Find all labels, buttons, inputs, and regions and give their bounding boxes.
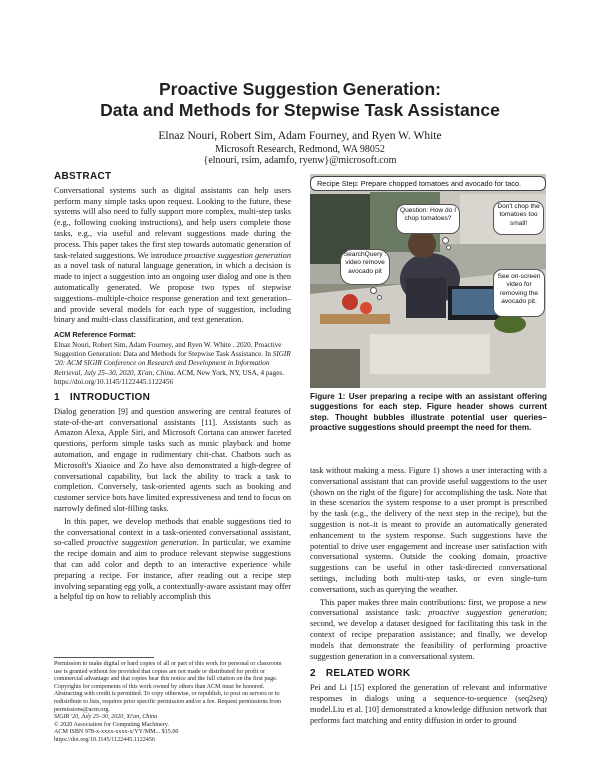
permission-block [54, 661, 291, 745]
affiliation-email: {elnouri, rsim, adamfo, ryenw}@microsoft.com [203, 155, 397, 166]
paper-title-line-1: Proactive Suggestion Generation: [159, 79, 441, 99]
intro-heading: 1 INTRODUCTION [54, 391, 151, 403]
bubble-dot [377, 295, 382, 300]
bubble-search-query: SearchQuery : video remove avocado pit [340, 249, 390, 285]
bubble-dot [370, 287, 377, 294]
abstract-heading: ABSTRACT [54, 171, 112, 182]
intro-paragraph-2: In this paper, we develop methods that enable suggestions tied to the conversational context in a task-oriented conversational assistant, so-called proactive suggestion generation. In particular, we examine the recipe domain and aim to produce relevant stepwise suggestions that can add color and depth to an interactive experience while preparing a recipe. For instance, after reading out a recipe step involving separating egg yolk, a contextually-aware assistant may offer a helpful tip on how to reliably accomplish this [54, 516, 291, 602]
bubble-dont-chop: Don't chop the tomatoes too small! [493, 201, 544, 235]
figure-caption: Figure 1: User preparing a recipe with an assistant offering suggestions for each step. Figure header shows current step. Thought bubbles illustrate potential user queries–proactive suggestions should preempt the need for them. [310, 392, 547, 433]
bubble-question: Question: How do I chop tomatoes? [396, 204, 460, 234]
abstract-text: Conversational systems such as digital assistants can help users perform many simple tasks upon request. Looking to the future, these systems will also need to fully support more complex, multi-step tasks (e.g., following cooking instructions), and help users complete those tasks, e.g., via useful and relevant suggestions made during the process. This paper takes the first step towards automatic generation of task-related suggestions. We introduce proactive suggestion generation as a novel task of natural language generation, in which a decision is made to inject a suggestion into an ongoing user dialog and one is then automatically generated. We propose two types of stepwise suggestions–multiple-choice response generation and text generation–and provide several models for each type of suggestion, including binary and multi-class classification, and text generation. [54, 185, 291, 325]
intro-paragraph-1: Dialog generation [9] and question answering are central features of state-of-the-art conversational assistants [11]. Assistants such as Amazon Alexa, Apple Siri, and Microsoft Cortana can answer faceted questions, perform simple tasks such as music playback and home automation, and engage in rudimentary chit-chat. Chatbots such as Microsoft's Xiaoice and Zo have also demonstrated a high-degree of conversational capability, but lack the ability to track a task to completion. Conversely, task-oriented agents such as booking and customer service bots have limited expressiveness and tend to focus on narrowly defined slot-filling tasks. [54, 406, 291, 513]
related-work-heading: 2 RELATED WORK [310, 668, 411, 680]
authors: Elnaz Nouri, Robert Sim, Adam Fourney, and Ryen W. White [158, 130, 442, 142]
right-paragraph-1: task without making a mess. Figure 1) shows a user interacting with a conversational assistant that can provide useful suggestions to the user (shown on the right of the figure) for accomplishing the task. Note that in these scenarios the system response to a user prompt is prescribed by the task (e.g., the delivery of the next step in the recipe), but the suggestion is not–it is meant to provide an automatically generated enhancement to the system response. Such suggestions have the potential to drive user engagement and increase user satisfaction with conversational systems. Outside the cooking domain, proactive suggestions can be useful in other task-directed conversational settings, including both multi-step tasks, or even single-turn conversations, such as querying the weather. [310, 466, 547, 594]
right-paragraph-2: This paper makes three main contributions: first, we propose a new conversational assistance task: proactive suggestion generation; second, we develop a dataset designed for facilitating this task in the context of recipe preparation assistance; and finally, we develop models that demonstrate the feasibility of performing proactive suggestion generation in a conversational system. [310, 597, 547, 661]
right-column [310, 466, 547, 726]
permission-doi: https://doi.org/10.1145/1122445.1122456 [54, 736, 155, 743]
acm-reference-text: Elnaz Nouri, Robert Sim, Adam Fourney, and Ryen W. White . 2020. Proactive Suggestion Generation: Data and Methods for Stepwise Task Assistance. In SIGIR '20: ACM SIGIR Conference on Research and Development in Information Retrieval, July 25–30, 2020, Xi'an, China. ACM, New York, NY, USA, 4 pages. https://doi.org/10.1145/1122445.1122456 [54, 340, 291, 386]
permission-copyright: © 2020 Association for Computing Machinery. [54, 721, 169, 728]
bubble-see-video: See on-screen video for removing the avocado pit. [493, 269, 545, 317]
permission-isbn: ACM ISBN 978-x-xxxx-xxxx-x/YY/MM... $15.00 [54, 729, 179, 736]
bubble-dot [446, 245, 451, 250]
related-work-paragraph: Pei and Li [15] explored the generation of relevant and informative responses in dialogs using a sequence-to-sequence (seq2seq) model.Liu et al. [10] demonstrated a knowledge diffusion network that performs fact matching and entity diffusion in order to ground [310, 683, 547, 725]
figure-1 [310, 174, 546, 388]
footnote-rule [54, 657, 154, 658]
acm-reference-heading: ACM Reference Format: [54, 330, 136, 340]
paper-title-line-2: Data and Methods for Stepwise Task Assistance [100, 100, 500, 120]
left-column [54, 172, 291, 603]
permission-text: Permission to make digital or hard copies of all or part of this work for personal or classroom use is granted without fee provided that copies are not made or distributed for profit or commercial advantage and that copies bear this notice and the full citation on the first page. Copyrights for components of this work owned by others than ACM must be honored. Abstracting with credit is permitted. To copy otherwise, or republish, to post on servers or to redistribute to lists, requires prior specific permission and/or a fee. Request permissions from permissions@acm.org. [54, 661, 282, 713]
affiliation-org: Microsoft Research, Redmond, WA 98052 [215, 144, 385, 155]
permission-venue: SIGIR '20, July 25–30, 2020, Xi'an, China [54, 714, 158, 721]
recipe-step-header: Recipe Step: Prepare chopped tomatoes and avocado for taco. [310, 176, 546, 191]
bubble-dot [442, 237, 449, 244]
